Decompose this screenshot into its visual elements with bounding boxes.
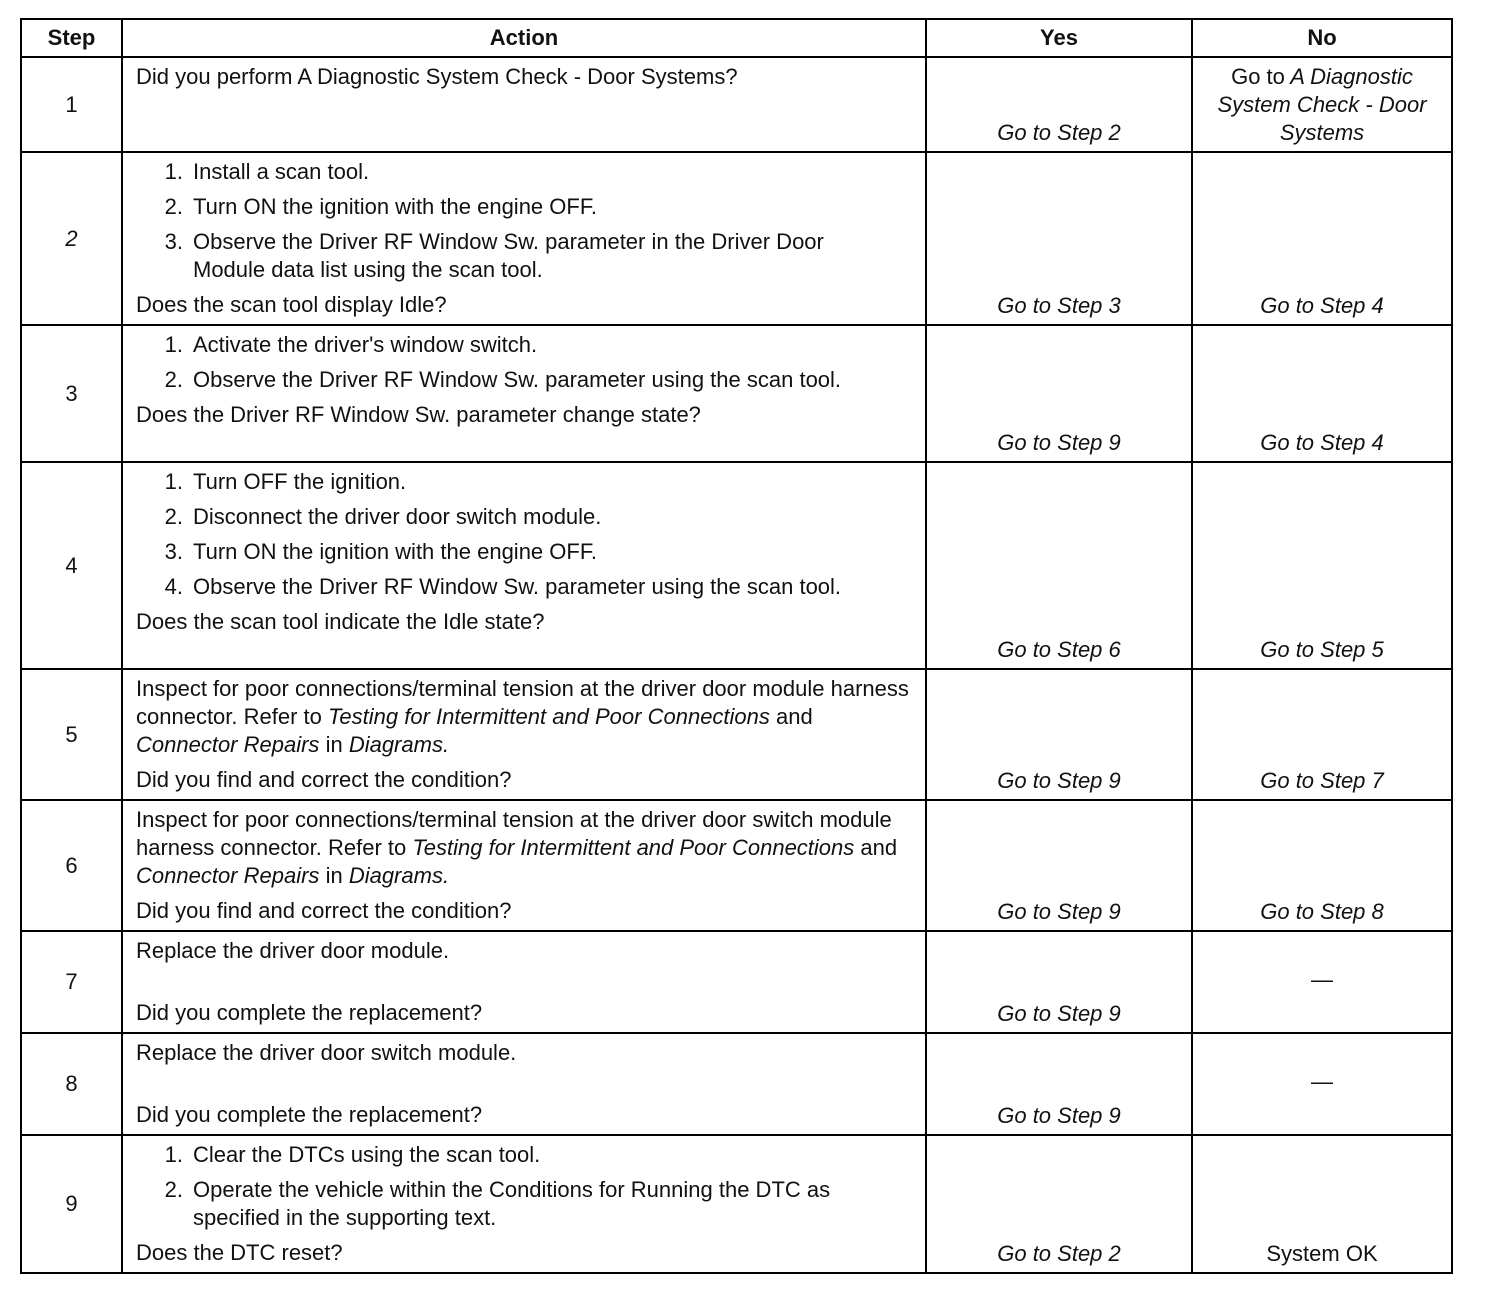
yes-cell: Go to Step 6 — [926, 462, 1192, 669]
action-question: Did you find and correct the condition? — [136, 767, 512, 792]
reference-link: Testing for Intermittent and Poor Connections — [412, 835, 855, 860]
action-list — [136, 468, 913, 601]
yes-cell: Go to Step 9 — [926, 931, 1192, 1033]
action-paragraph: Inspect for poor connections/terminal tension at the driver door switch module harness connector. Refer to Testing for Intermittent and Poor Connections and Connector Repairs in Diagrams. — [136, 807, 898, 888]
reference-link: Testing for Intermittent and Poor Connections — [328, 704, 770, 729]
header-action: Action — [122, 19, 926, 57]
action-question: Did you perform A Diagnostic System Check - Door Systems? — [136, 64, 738, 89]
list-item: 3. Turn ON the ignition with the engine OFF. — [164, 539, 597, 564]
step-number: 1 — [21, 57, 122, 152]
no-cell: Go to Step 4 — [1192, 152, 1452, 325]
table-row — [21, 1135, 1452, 1273]
action-question: Did you find and correct the condition? — [136, 898, 512, 923]
table-row — [21, 152, 1452, 325]
list-item: 2. Operate the vehicle within the Conditions for Running the DTC as specified in the supporting text. — [164, 1177, 831, 1230]
step-number: 4 — [21, 462, 122, 669]
header-row — [21, 19, 1452, 57]
step-number: 2 — [21, 152, 122, 325]
action-cell — [122, 1033, 926, 1135]
reference-link: Diagrams. — [348, 732, 450, 757]
no-cell: — — [1192, 1033, 1452, 1135]
action-cell — [122, 1135, 926, 1273]
action-list — [136, 331, 913, 394]
reference-link: Connector Repairs — [136, 732, 320, 757]
no-cell: Go to Step 7 — [1192, 669, 1452, 800]
yes-cell: Go to Step 9 — [926, 669, 1192, 800]
action-question: Does the scan tool indicate the Idle state? — [136, 609, 545, 634]
no-prefix: Go to — [1231, 64, 1285, 89]
step-number: 8 — [21, 1033, 122, 1135]
diagnostic-table — [20, 18, 1453, 1274]
header-no: No — [1192, 19, 1452, 57]
table-row — [21, 325, 1452, 462]
table-row — [21, 462, 1452, 669]
list-item: 2. Observe the Driver RF Window Sw. parameter using the scan tool. — [164, 367, 842, 392]
action-cell — [122, 931, 926, 1033]
list-item: 2. Disconnect the driver door switch module. — [164, 504, 602, 529]
action-cell — [122, 325, 926, 462]
header-step: Step — [21, 19, 122, 57]
step-number: 5 — [21, 669, 122, 800]
no-cell: Go to Step 5 — [1192, 462, 1452, 669]
action-question: Does the DTC reset? — [136, 1240, 343, 1265]
action-list — [136, 158, 913, 284]
step-number: 7 — [21, 931, 122, 1033]
no-cell: Go to Step 8 — [1192, 800, 1452, 931]
action-question: Does the Driver RF Window Sw. parameter change state? — [136, 402, 701, 427]
table-row — [21, 800, 1452, 931]
action-paragraph: Replace the driver door switch module. — [136, 1040, 517, 1065]
action-paragraph: Inspect for poor connections/terminal tension at the driver door module harness connector. Refer to Testing for Intermittent and Poor Connections and Connector Repairs in Diagrams. — [136, 676, 909, 757]
reference-link: Diagrams. — [348, 863, 450, 888]
list-item: 1. Install a scan tool. — [164, 159, 370, 184]
yes-cell: Go to Step 9 — [926, 800, 1192, 931]
action-cell — [122, 57, 926, 152]
table-row — [21, 1033, 1452, 1135]
no-cell — [1192, 57, 1452, 152]
list-item: 1. Turn OFF the ignition. — [164, 469, 407, 494]
action-cell — [122, 669, 926, 800]
no-cell: Go to Step 4 — [1192, 325, 1452, 462]
list-item: 1. Activate the driver's window switch. — [164, 332, 538, 357]
table-row — [21, 931, 1452, 1033]
yes-cell: Go to Step 2 — [926, 57, 1192, 152]
yes-cell: Go to Step 9 — [926, 325, 1192, 462]
no-reference: A Diagnostic System Check - Door Systems — [1217, 64, 1427, 145]
step-number: 3 — [21, 325, 122, 462]
action-cell — [122, 152, 926, 325]
step-number: 9 — [21, 1135, 122, 1273]
action-question: Does the scan tool display Idle? — [136, 292, 447, 317]
no-cell: — — [1192, 931, 1452, 1033]
yes-cell: Go to Step 2 — [926, 1135, 1192, 1273]
action-list — [136, 1141, 913, 1232]
list-item: 3. Observe the Driver RF Window Sw. parameter in the Driver Door Module data list using the scan tool. — [164, 229, 824, 282]
action-cell — [122, 800, 926, 931]
action-cell — [122, 462, 926, 669]
table-row — [21, 669, 1452, 800]
action-paragraph: Replace the driver door module. — [136, 938, 450, 963]
list-item: 2. Turn ON the ignition with the engine OFF. — [164, 194, 597, 219]
reference-link: Connector Repairs — [136, 863, 320, 888]
list-item: 4. Observe the Driver RF Window Sw. parameter using the scan tool. — [164, 574, 842, 599]
action-question: Did you complete the replacement? — [136, 1102, 483, 1127]
list-item: 1. Clear the DTCs using the scan tool. — [164, 1142, 541, 1167]
yes-cell: Go to Step 9 — [926, 1033, 1192, 1135]
table-row — [21, 57, 1452, 152]
action-question: Did you complete the replacement? — [136, 1000, 483, 1025]
header-yes: Yes — [926, 19, 1192, 57]
step-number: 6 — [21, 800, 122, 931]
no-cell: System OK — [1192, 1135, 1452, 1273]
yes-cell: Go to Step 3 — [926, 152, 1192, 325]
